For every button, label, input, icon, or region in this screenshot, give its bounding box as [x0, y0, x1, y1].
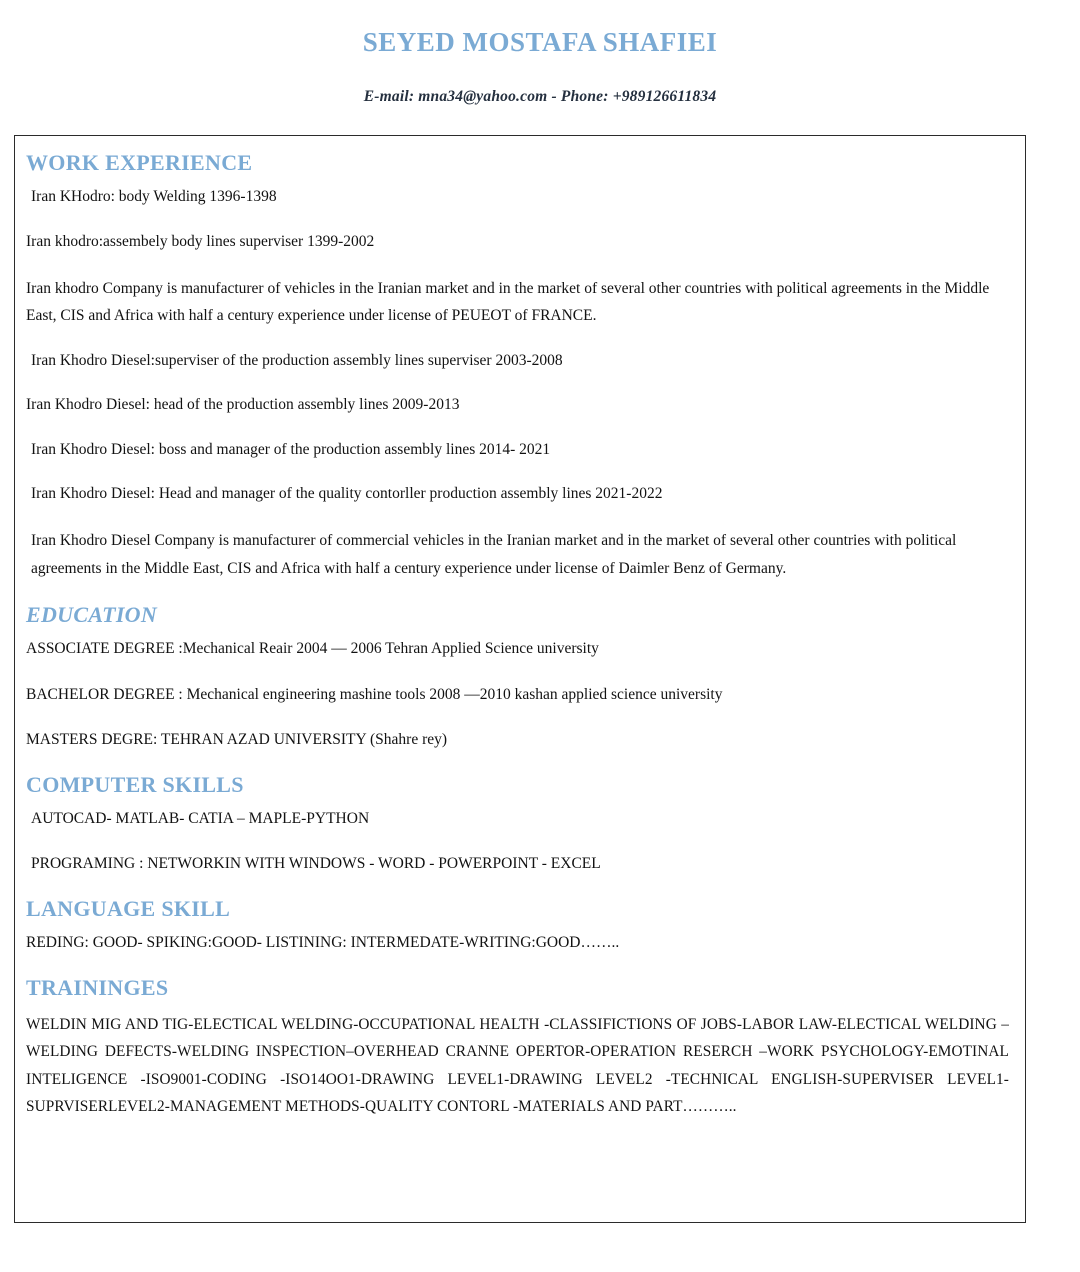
heading-education: EDUCATION	[26, 601, 158, 627]
traininges-line: WELDING DEFECTS-WELDING INSPECTION–OVERHEAD CRANNE OPERTOR-OPERATION RESERCH –WORK PSYCHOLOGY-EMOTINAL	[26, 1043, 1009, 1061]
work-company-description: Iran Khodro Diesel Company is manufacturer of commercial vehicles in the Iranian market and in the market of several other countries with political agreements in the Middle East, CIS and Africa with half a century experience under license of Daimler Benz of Germany.	[31, 532, 957, 577]
section-traininges	[26, 975, 1009, 1120]
education-entry: MASTERS DEGRE: TEHRAN AZAD UNIVERSITY (Shahre rey)	[26, 731, 448, 749]
traininges-line: WELDIN MIG AND TIG-ELECTICAL WELDING-OCCUPATIONAL HEALTH -CLASSIFICTIONS OF JOBS-LABOR LAW-ELECTICAL WELDING –	[26, 1016, 1009, 1034]
contact-line: E-mail: mna34@yahoo.com - Phone: +989126611834	[363, 87, 717, 105]
work-entry: Iran Khodro Diesel: Head and manager of the quality contorller production assembly lines 2021-2022	[31, 484, 663, 502]
section-language-skill	[26, 896, 1009, 955]
education-entry: ASSOCIATE DEGREE :Mechanical Reair 2004 — 2006 Tehran Applied Science university	[26, 640, 599, 658]
heading-traininges: TRAININGES	[26, 974, 169, 1000]
education-entry: BACHELOR DEGREE : Mechanical engineering mashine tools 2008 —2010 kashan applied science university	[26, 685, 723, 703]
section-work-experience	[26, 150, 1009, 582]
document-header	[0, 0, 1080, 106]
computer-skill-entry: AUTOCAD- MATLAB- CATIA – MAPLE-PYTHON	[31, 809, 370, 827]
resume-content-box	[14, 135, 1026, 1223]
traininges-line: SUPRVISERLEVEL2-MANAGEMENT METHODS-QUALITY CONTORL -MATERIALS AND PART………..	[26, 1097, 737, 1115]
section-computer-skills	[26, 772, 1009, 876]
work-entry: Iran khodro:assembely body lines superviser 1399-2002	[26, 232, 375, 250]
work-entry: Iran KHodro: body Welding 1396-1398	[31, 188, 277, 206]
traininges-paragraph	[26, 1011, 1009, 1120]
work-company-description: Iran khodro Company is manufacturer of vehicles in the Iranian market and in the market of several other countries with political agreements in the Middle East, CIS and Africa with half a century experience under license of PEUEOT of FRANCE.	[26, 280, 990, 325]
section-education	[26, 602, 1009, 752]
computer-skill-entry: PROGRAMING : NETWORKIN WITH WINDOWS - WORD - POWERPOINT - EXCEL	[31, 855, 601, 873]
work-entry: Iran Khodro Diesel:superviser of the production assembly lines superviser 2003-2008	[31, 351, 563, 369]
candidate-name: SEYED MOSTAFA SHAFIEI	[362, 27, 718, 57]
heading-work-experience: WORK EXPERIENCE	[26, 150, 253, 175]
heading-language-skill: LANGUAGE SKILL	[26, 895, 231, 921]
heading-computer-skills: COMPUTER SKILLS	[26, 771, 244, 797]
work-entry: Iran Khodro Diesel: boss and manager of the production assembly lines 2014- 2021	[31, 440, 551, 458]
language-skill-entry: REDING: GOOD- SPIKING:GOOD- LISTINING: INTERMEDATE-WRITING:GOOD……..	[26, 934, 620, 952]
traininges-line: INTELIGENCE -ISO9001-CODING -ISO14OO1-DRAWING LEVEL1-DRAWING LEVEL2 -TECHNICAL ENGLISH-SUPERVISER LEVEL1-	[26, 1070, 1009, 1088]
work-entry: Iran Khodro Diesel: head of the production assembly lines 2009-2013	[26, 396, 460, 414]
